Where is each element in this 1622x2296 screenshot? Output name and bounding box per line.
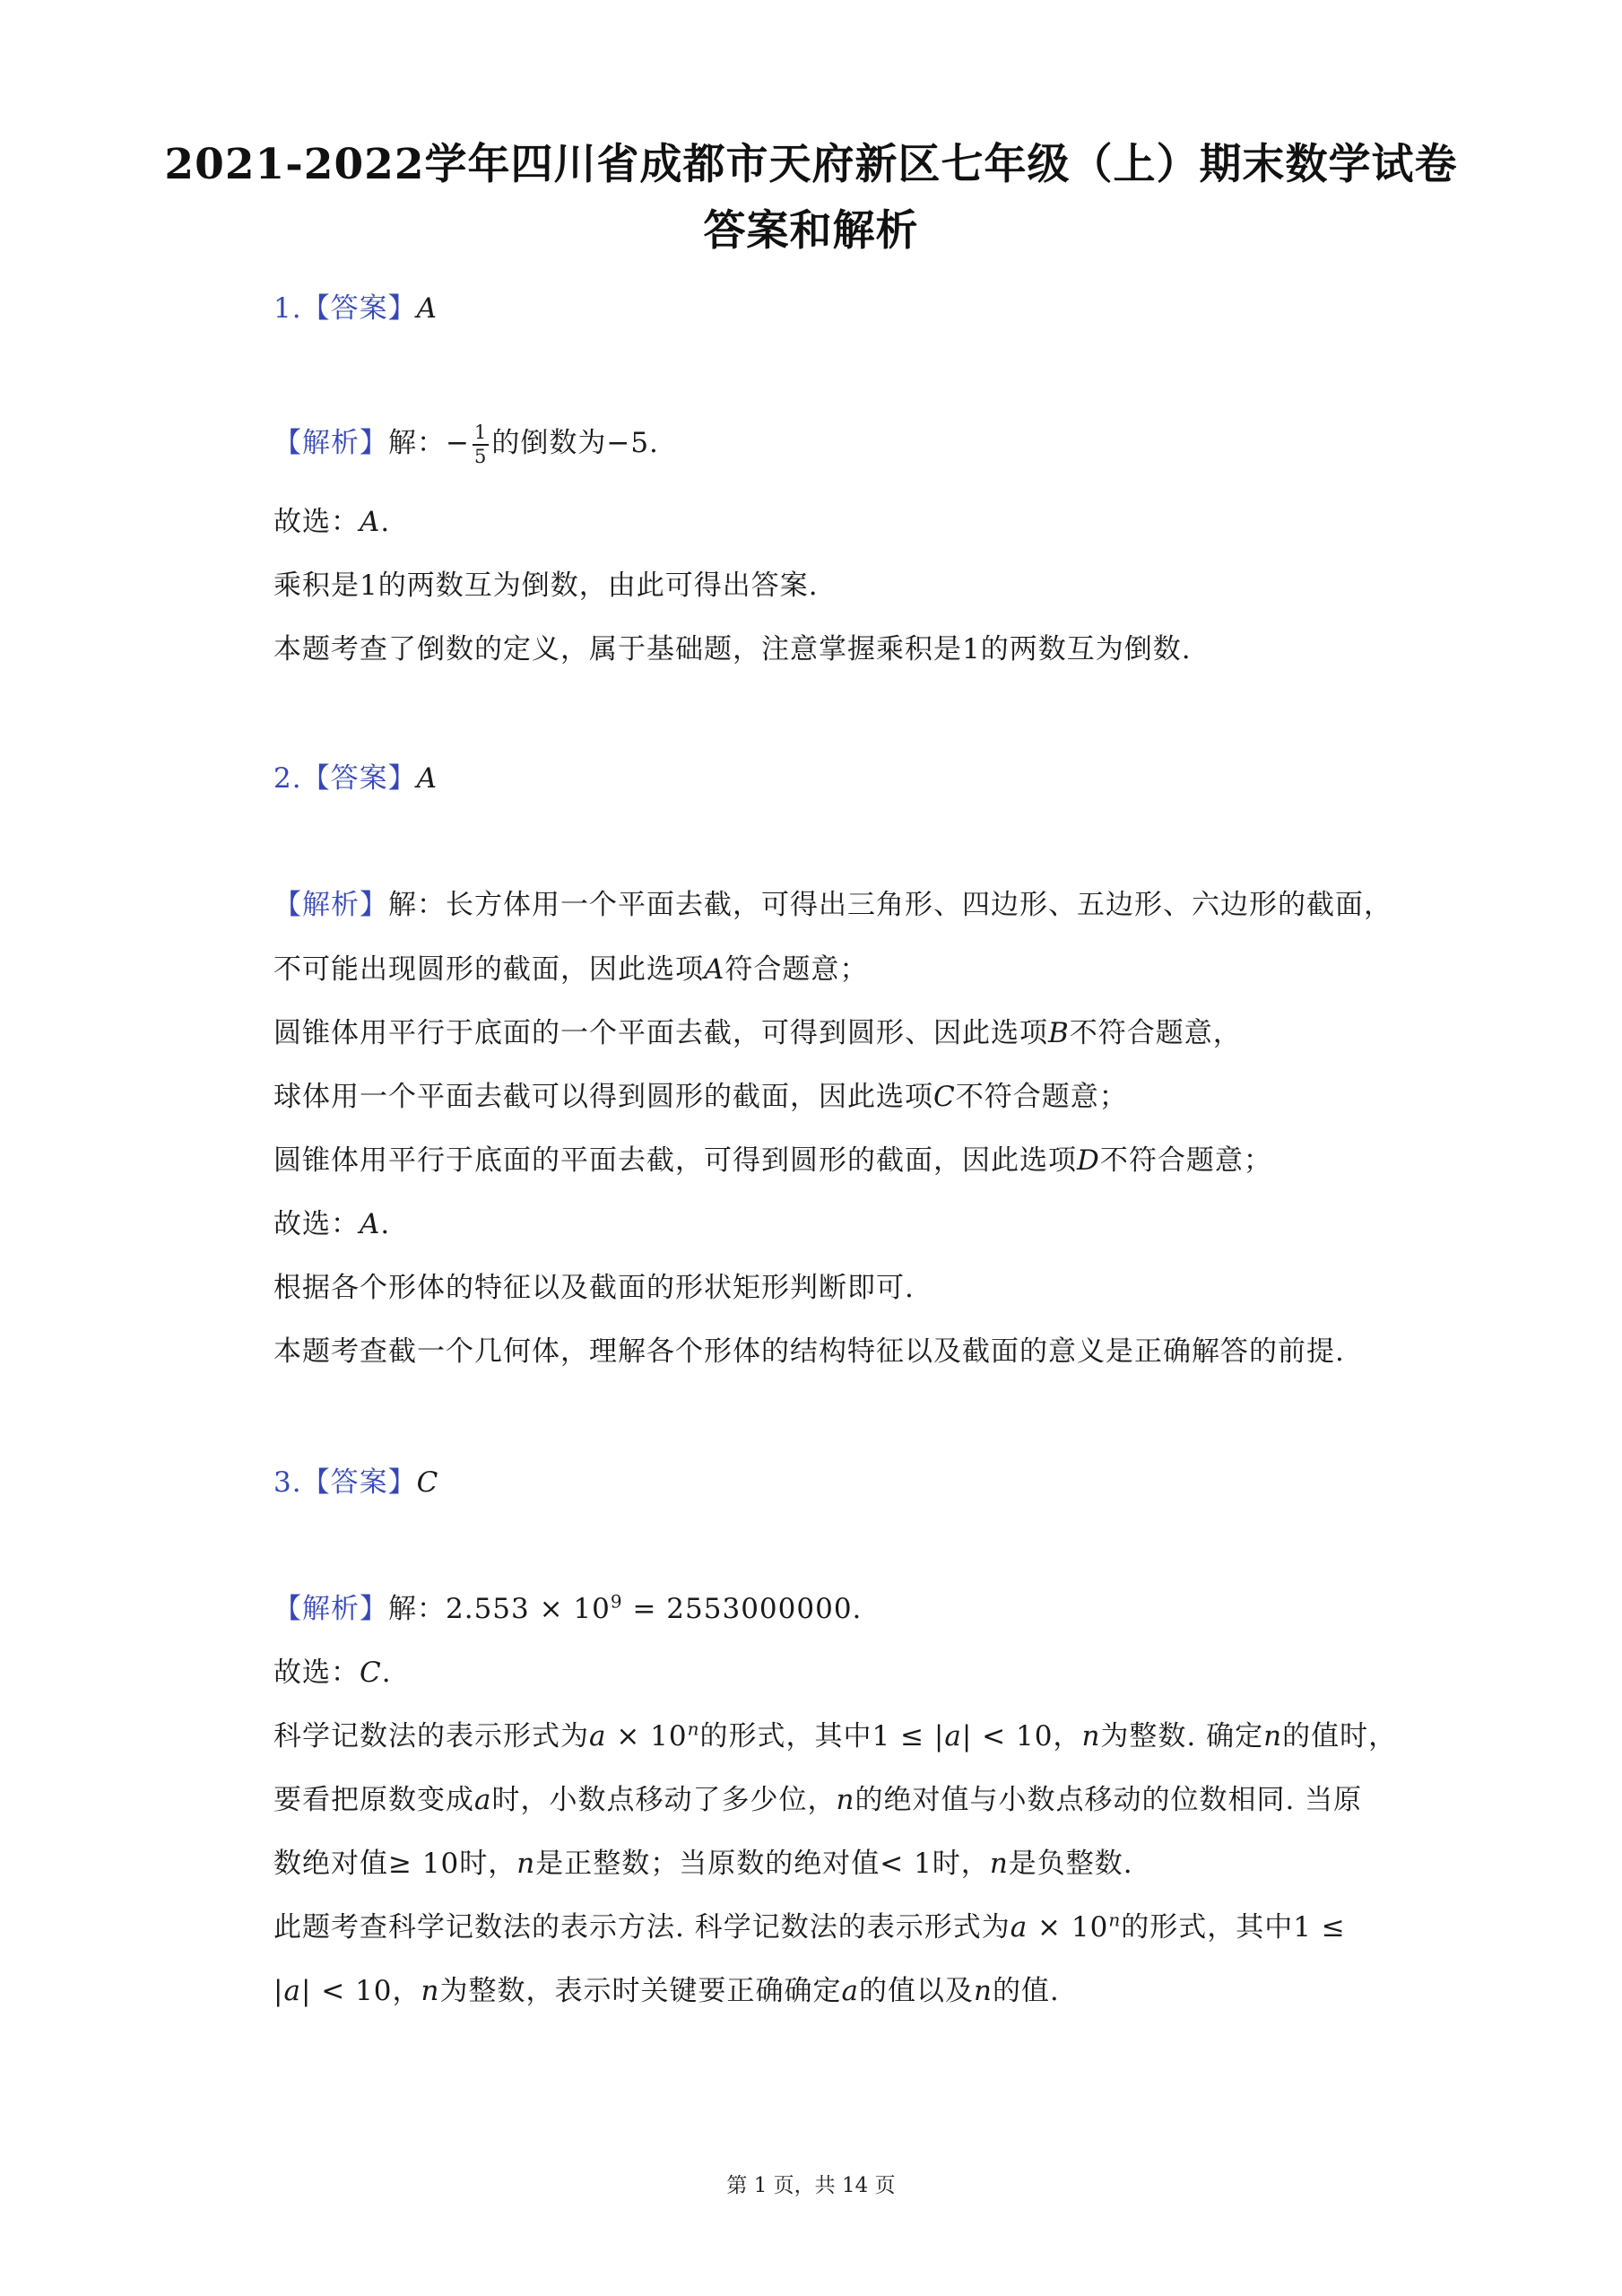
q3-var-n: n [973,1975,993,2007]
q3-var-a: a [474,1784,492,1816]
q3-expr-rest: = 2553000000. [622,1593,863,1625]
q2-line-5a: 圆锥体用平行于底面的平面去截，可得到圆形的截面，因此选项 [273,1144,1077,1177]
q2-number: 2. [273,762,302,795]
q1-answer: A [416,292,438,325]
q3-p5g: 的值以及 [858,1975,974,2007]
q3-var-n: n [1081,1720,1101,1752]
q3-select-value: C [360,1657,382,1689]
q3-p2c: 时，小数点移动了多少位， [491,1784,837,1816]
q2-line-1: 解：长方体用一个平面去截，可得出三角形、四边形、五边形、六边形的截面， [388,889,1392,921]
q3-var-n: n [421,1975,440,2007]
page-footer: 第 1 页，共 14 页 [726,2174,896,2197]
q2-answer-tag: 【答案】 [301,762,417,795]
q2-option-d: D [1077,1144,1100,1177]
q2-line-3c: 不符合题意， [1069,1017,1242,1049]
q2-analysis-line-5 [273,1137,1272,1178]
q2-text-1: 根据各个形体的特征以及截面的形状矩形判断即可. [273,1272,915,1304]
page-subtitle: 答案和解析 [703,206,919,256]
q3-jie: 解： [388,1593,446,1625]
q1-fraction [473,423,489,466]
q3-p1i: 为整数. 确定 [1100,1720,1264,1752]
page-title: 2021-2022学年四川省成都市天府新区七年级（上）期末数学试卷 [164,140,1458,189]
q1-number: 1. [273,292,302,325]
q2-answer: A [416,762,438,795]
q3-p2e: 的绝对值与小数点移动的位数相同. 当原 [854,1784,1363,1816]
q1-answer-line [273,285,438,326]
q3-answer: C [416,1466,439,1499]
q3-paragraph-line-1 [273,1713,1397,1753]
q2-line-2c: 符合题意； [724,953,869,986]
q1-reciprocal-text: 的倒数为−5. [491,427,659,459]
q3-select-line [273,1649,392,1690]
q3-var-n: n [989,1848,1009,1880]
q3-p4a: 此题考查科学记数法的表示方法. 科学记数法的表示形式为 [273,1911,1010,1944]
q3-var-a: a [283,1975,301,2007]
q1-select-value: A [360,506,381,538]
q3-p3e: 是负整数. [1008,1848,1133,1880]
q2-select-value: A [360,1208,381,1240]
q3-p2a: 要看把原数变成 [273,1784,474,1816]
q2-line-4c: 不符合题意； [955,1081,1128,1113]
q1-select-end: . [380,506,391,538]
q3-answer-line [273,1459,438,1500]
q2-text-2: 本题考查截一个几何体，理解各个形体的结构特征以及截面的意义是正确解答的前提. [273,1335,1345,1368]
q3-p1g: | < 10， [961,1720,1082,1752]
q1-analysis-tag: 【解析】 [273,427,388,459]
q1-select-label: 故选： [273,506,360,538]
q3-var-a: a [944,1720,962,1752]
q3-p4e: 的形式，其中1 ≤ [1121,1911,1346,1944]
q2-analysis-line-4 [273,1074,1128,1114]
q2-line-2a: 不可能出现圆形的截面，因此选项 [273,953,704,986]
q3-p3a: 数绝对值≥ 10时， [273,1848,517,1880]
q3-select-end: . [381,1657,392,1689]
q3-p1c: × 10 [606,1720,688,1752]
q3-expr-base: 2.553 × 10 [446,1593,611,1625]
q3-answer-tag: 【答案】 [301,1466,417,1499]
q3-var-n: n [516,1848,536,1880]
q3-var-a: a [589,1720,607,1752]
q2-analysis-line-2 [273,946,868,987]
q2-select-line [273,1201,390,1241]
q1-jie: 解： [388,427,446,459]
q2-option-b: B [1048,1017,1070,1049]
q3-paragraph-line-2 [273,1777,1362,1817]
q1-analysis-line [273,420,659,466]
q1-minus: − [446,427,470,459]
q1-select-line [273,499,390,539]
q3-analysis-tag: 【解析】 [273,1593,388,1625]
q2-option-a: A [704,953,725,986]
q1-fraction-denominator: 5 [473,445,488,467]
q3-p3c: 是正整数；当原数的绝对值< 1时， [535,1848,990,1880]
q3-p1a: 科学记数法的表示形式为 [273,1720,589,1752]
q3-analysis-line [273,1586,862,1626]
q2-answer-line [273,755,438,796]
q3-expr-exponent: 9 [610,1590,623,1613]
q2-line-5c: 不符合题意； [1099,1144,1272,1177]
q2-analysis-line-3 [273,1010,1242,1050]
q2-analysis-tag: 【解析】 [273,889,388,921]
q3-p5c: | < 10， [300,1975,421,2007]
q3-p5a: | [273,1975,284,2007]
q3-var-n: n [836,1784,855,1816]
q3-var-a: a [1010,1911,1028,1944]
q3-var-n: n [1263,1720,1283,1752]
q3-p4c: × 10 [1028,1911,1109,1944]
q2-line-3a: 圆锥体用平行于底面的一个平面去截，可得到圆形、因此选项 [273,1017,1048,1049]
q3-paragraph-line-4 [273,1904,1346,1944]
q3-p1k: 的值时， [1282,1720,1398,1752]
q3-select-label: 故选： [273,1657,360,1689]
q3-number: 3. [273,1466,302,1499]
q3-p5i: 的值. [992,1975,1060,2007]
q2-select-end: . [380,1208,391,1240]
q1-answer-tag: 【答案】 [301,292,417,325]
q1-text-1: 乘积是1的两数互为倒数，由此可得出答案. [273,570,819,602]
q3-var-a: a [841,1975,859,2007]
q3-paragraph-line-3 [273,1840,1133,1881]
q2-analysis-line-1 [273,882,1392,922]
q1-text-2: 本题考查了倒数的定义，属于基础题，注意掌握乘积是1的两数互为倒数. [273,633,1192,665]
q1-fraction-numerator: 1 [473,423,489,446]
q3-exp-n: n [1108,1909,1122,1931]
q3-p5e: 为整数，表示时关键要正确确定 [439,1975,842,2007]
q3-p1e: 的形式，其中1 ≤ | [699,1720,945,1752]
q2-select-label: 故选： [273,1208,360,1240]
q2-option-c: C [933,1081,956,1113]
q2-line-4a: 球体用一个平面去截可以得到圆形的截面，因此选项 [273,1081,933,1113]
q3-paragraph-line-5 [273,1968,1060,2008]
q3-exp-n: n [687,1718,700,1740]
